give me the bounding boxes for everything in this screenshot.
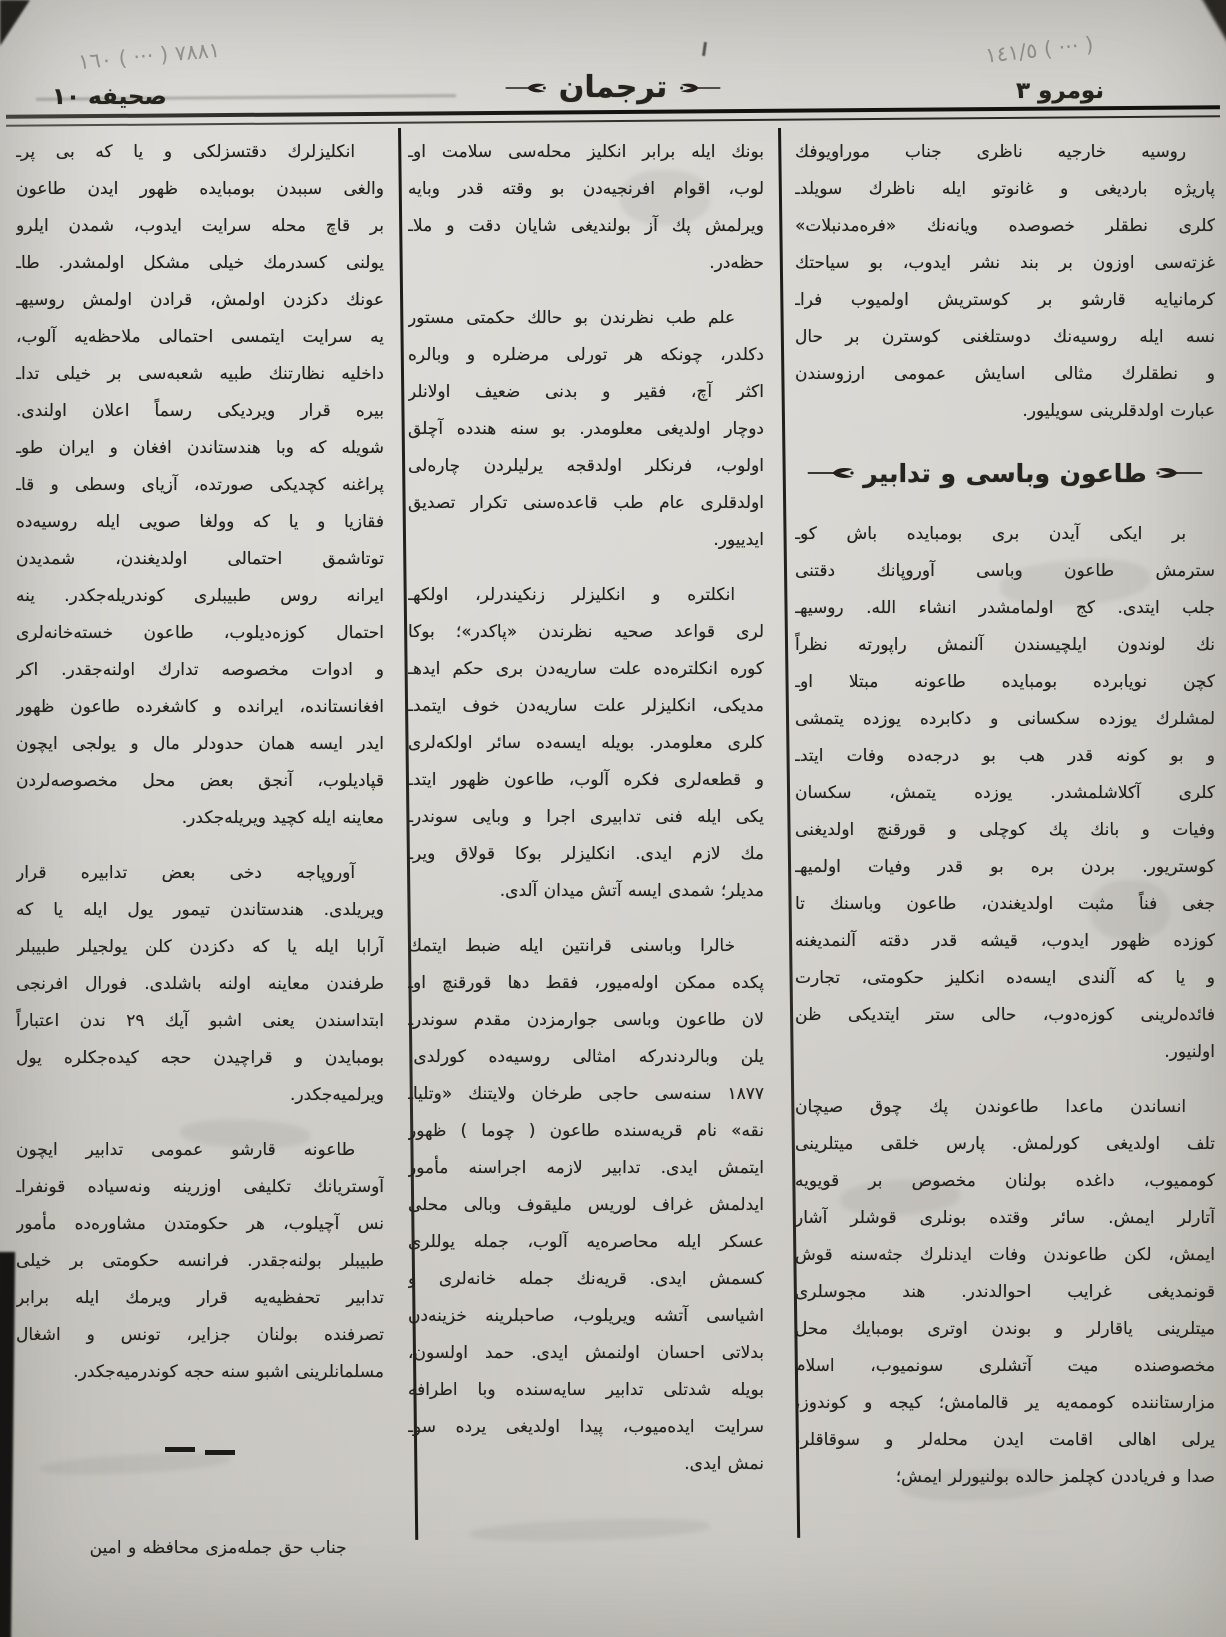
text-line: مخصوصنده ميت آتشلرى سونميوب، اسلام — [795, 1356, 1215, 1376]
text-line: اشياسى آتشه ويريلوب، صاحبلرينه خزينه‌دن — [408, 1306, 764, 1326]
text-line: لمشلرك يوزده سكسانى و دكابرده يوزده يتمشى — [795, 709, 1215, 729]
paragraph — [16, 134, 384, 837]
paragraph — [795, 134, 1215, 430]
text-line: پكده ممكن اوله‌ميور، فقط دها قورقنچ اوـ — [408, 973, 764, 993]
text-line: والغى سببدن بومبايده ظهور ايدن طاعون — [16, 179, 384, 199]
divider-bar — [165, 1447, 195, 1452]
text-line: تلف اولديغى كورلمش. پارس خلقى ميتلرينى — [795, 1134, 1215, 1154]
text-line: اولدقلرى عام طب قاعده‌سنى تكرار تصديق — [408, 493, 764, 513]
text-line: و يا كه آلندى ايسه‌ده انكليز حكومتى، تجارت — [795, 968, 1215, 988]
text-line: غزته‌سى اوزون بر بند نشر ايدوب، بو سياحتك — [795, 253, 1215, 273]
text-line: روسيه خارجيه ناظرى جناب موراويوفك — [795, 142, 1187, 162]
text-line: دكلدر، چونكه هر تورلى مرضلره و وبالره — [408, 345, 764, 365]
text-line: جناب حق جمله‌مزى محافظه و امين — [89, 1538, 347, 1558]
end-divider — [16, 1447, 384, 1452]
paragraph — [408, 134, 764, 282]
text-line: اولوب، فرنكلر اولدقجه يرليلردن چاره‌لى — [408, 456, 764, 476]
text-line: قپاديلوب، آنجق بعض محل مخصوصه‌لردن — [16, 771, 384, 791]
text-line: انكلتره و انكليزلر زنكيندرلر، اولكهـ — [408, 585, 736, 605]
text-line: نمش ايدى. — [684, 1454, 764, 1474]
text-line: پراغنه كچديكى صورتده، آزياى وسطى و قاـ — [16, 475, 384, 495]
scan-edge-left — [0, 1252, 15, 1637]
text-line: كوره انكلتره‌ده علت ساريه‌دن برى حكم ايدهـ — [408, 659, 764, 679]
fleuron-icon — [505, 81, 547, 95]
column-middle — [408, 134, 764, 1614]
text-line: جغى فناً مثبت اولديغندن، طاعون وباسنك تا — [795, 894, 1215, 914]
text-line: يرلى اهالى اقامت ايدن محله‌لر و سوقاقلر، — [795, 1430, 1215, 1450]
text-line: كوزده ظهور ايدوب، قيشه قدر دقته آلنمديغنه — [795, 931, 1215, 951]
text-line: طاعونه قارشو عمومى تدابير ايچون — [16, 1140, 356, 1160]
text-line: يلن وبالردندركه امثالى روسيه‌ده كورلدى. — [408, 1047, 764, 1067]
text-line: آوروپاجه دخى بعض تدابيره قرار — [16, 863, 356, 883]
text-line: مديكى، انكليزلر علت ساريه‌دن خوف ايتمدـ — [408, 696, 764, 716]
text-line: اكثر آچ، فقير و بدنى ضعيف اولانلر — [408, 382, 764, 402]
paragraph — [16, 855, 384, 1114]
text-line: كلرى نطقلر خصوصده ويانه‌نك «فره‌مدنبلات» — [795, 216, 1215, 236]
scan-corner-top-right — [1198, 0, 1226, 50]
text-line: و نطقلرك مثالى اسايش عمومى ارزوسندن — [795, 364, 1215, 384]
section-heading — [795, 448, 1215, 498]
text-line: و ادوات مخصوصه تدارك اولنه‌جقدر. اكر — [16, 660, 384, 680]
text-line: اولنيور. — [1164, 1042, 1215, 1062]
paragraph — [795, 516, 1215, 1071]
text-line: كلرى آكلاشلمشدر. يوزده يتمش، سكسان — [795, 783, 1215, 803]
paragraph — [795, 1089, 1215, 1496]
text-line: ايتمش ايدى. تدابير لازمه اجراسنه مأمور — [408, 1158, 764, 1178]
text-line: داخليه نظارتنك طبيه شعبه‌سى بر خيلى تداـ — [16, 364, 384, 384]
text-line: بويله شدتلى تدابير سايه‌سنده وبا اطرافه — [408, 1380, 764, 1400]
text-line: حظه‌در. — [709, 253, 764, 273]
divider-bar — [205, 1450, 235, 1455]
text-line: طبيبلر بولنه‌جقدر. فرانسه حكومتى بر خيلى — [16, 1251, 384, 1271]
text-line: ايدييور. — [713, 530, 764, 550]
text-line: كوستريور. بردن بره بو قدر وفيات اولميهـ — [795, 857, 1215, 877]
fleuron-icon — [807, 465, 855, 481]
section-heading-text: طاعون وباسى و تدابير — [863, 458, 1147, 488]
scan-corner-top-left — [0, 0, 30, 46]
text-line: ويريلدى. هندستاندن تيمور يول ايله يا كه — [16, 900, 384, 920]
scan-mark — [702, 42, 707, 56]
text-line: و بو كونه قدر هب بو درجه‌ده وفات ايتدـ — [795, 746, 1215, 766]
text-line: ويرلمش پك آز بولنديغى شايان دقت و ملاـ — [408, 216, 764, 236]
text-line: بر ايكى آيدن برى بومبايده باش كوـ — [795, 524, 1187, 544]
paragraph — [16, 1530, 384, 1567]
text-line: عسكر ايله محاصره‌يه آلوب، جمله يوللرى — [408, 1232, 764, 1252]
text-line: ايدر ايسه همان حدودلر مال و يولجى ايچون — [16, 734, 384, 754]
text-line: آرابا ايله يا كه دكزدن كلن يولجيلر طبيبلر — [16, 937, 384, 957]
text-line: سرايت ايده‌ميوب، پيدا اولديغى يرده سوـ — [408, 1417, 764, 1437]
text-line: آتارلر ايمش. سائر وقتده بونلرى قوشلر آشار — [795, 1208, 1215, 1228]
text-line: بومبايدن و قراچيدن حجه كيده‌جكلره يول — [16, 1048, 384, 1068]
text-line: دوچار اولديغى معلومدر. بو سنه هندده آچلق — [408, 419, 764, 439]
text-line: لوب، اقوام افرنجيه‌دن بو وقته قدر وبايه — [408, 179, 764, 199]
text-line: ايدلمش غراف لوريس مليقوف وبالى محلى — [408, 1195, 764, 1215]
text-line: نسه ايله روسيه‌نك دوستلغنى كوسترن بر حال — [795, 327, 1215, 347]
text-line: مديلر؛ شمدى ايسه آتش ميدان آلدى. — [499, 881, 764, 901]
text-line: مك لازم ايدى. انكليزلر بوكا قولاق ويرـ — [408, 844, 764, 864]
column-left — [16, 134, 384, 1624]
text-line: لرى قواعد صحيه نظرندن «پاكدر»؛ بوكا — [408, 622, 764, 642]
paragraph — [408, 577, 764, 910]
text-line: ابتداسندن يعنى اشبو آيك ٢٩ ندن اعتباراً — [16, 1011, 384, 1031]
text-line: نس آچيلوب، هر حكومتدن مشاوره‌ده مأمور — [16, 1214, 384, 1234]
column-right — [795, 134, 1215, 1614]
text-line: احتمال كوزه‌ديلوب، طاعون خسته‌خانه‌لرى — [16, 623, 384, 643]
text-line: ويرلميه‌جكدر. — [289, 1085, 384, 1105]
text-line: افغانستانده، ايرانده و كاشغرده طاعون ظهور — [16, 697, 384, 717]
text-line: مسلمانلرينى اشبو سنه حجه كوندرميه‌جكدر. — [73, 1362, 384, 1382]
text-line: بيره قرار ويرديكى رسماً اعلان اولندى. — [16, 401, 384, 421]
text-line: مزارستاننده كوممه‌يه ير قالمامش؛ كيجه و كوندوز، — [795, 1393, 1215, 1413]
text-line: ١٨٧٧ سنه‌سى حاجى طرخان ولايتنك «وتلياـ — [408, 1084, 764, 1104]
text-line: يكى ايله فنى تدابيرى اجرا و وبايى سوندرـ — [408, 807, 764, 827]
text-line: لان طاعون وباسى جوارمزدن مقدم سوندرـ — [408, 1010, 764, 1030]
text-line: قونمديغى غرايب احوالدندر. هند مجوسلرى — [795, 1282, 1215, 1302]
handwritten-annotation-left: ٧٨٨١ ( ··· ) ١٦٠ — [77, 37, 221, 75]
text-line: صدا و فرياددن كچلمز حالده بولنيورلر ايمش؛ — [895, 1467, 1215, 1487]
text-line: طرفندن معاينه اولنه باشلدى. فورال افرنجى — [16, 974, 384, 994]
text-line: پاريژه بارديغى و غانوتو ايله ناظرك سويلدـ — [795, 179, 1215, 199]
paragraph — [16, 1132, 384, 1391]
text-line: كومميوب، داغده بولنان مخصوص بر قويويه — [795, 1171, 1215, 1191]
text-line: آوستريانك تكليفى اوزرينه ونه‌سياده قونفراـ — [16, 1177, 384, 1197]
text-line: انكليزلرك دقتسزلكى و يا كه بى پرـ — [16, 142, 356, 162]
paragraph — [408, 300, 764, 559]
text-line: يه سرايت ايتمسى احتمالى ملاحظه‌يه آلوب، — [16, 327, 384, 347]
fleuron-icon — [1155, 465, 1203, 481]
text-line: نقه» نام قريه‌سنده طاعون ( چوما ) ظهور — [408, 1121, 764, 1141]
text-line: عبارت اولدقلرينى سويليور. — [1022, 401, 1215, 421]
text-line: نك لوندون ايلچيسندن آلنمش راپورته نظراً — [795, 635, 1215, 655]
text-line: كچن نويابرده بومبايده طاعونه مبتلا اوـ — [795, 672, 1215, 692]
text-line: بر قاچ محله سرايت ايدوب، شمدن ايلرو — [16, 216, 384, 236]
text-line: ايرانه روس طبيبلرى كوندريله‌جكدر. ينه — [16, 586, 384, 606]
text-line: و قطعه‌لرى فكره آلوب، طاعون ظهور ايتدـ — [408, 770, 764, 790]
handwritten-annotation-right: ١٤١/٥ ( ··· ) — [984, 32, 1095, 68]
text-line: معاينه ايله كچيد ويريله‌جكدر. — [181, 808, 384, 828]
page-number-label: صحيفه ١٠ — [52, 84, 167, 110]
text-line: علم طب نظرندن بو حالك حكمتى مستور — [408, 308, 736, 328]
text-line: يولنى كسدرمك خيلى مشكل اولمشدر. طاـ — [16, 253, 384, 273]
text-line: انساندن ماعدا طاعوندن پك چوق صيچان — [795, 1097, 1187, 1117]
text-line: خالرا وباسنى قرانتين ايله ضبط ايتمك — [408, 936, 736, 956]
text-line: جلب ايتدى. كج اولمامشدر انشاء الله. روسيهـ — [795, 598, 1215, 618]
text-line: ايمش، لكن طاعوندن وفات ايدنلرك جثه‌سنه قوش — [795, 1245, 1215, 1265]
text-line: كلرى معلومدر. بويله ايسه‌ده سائر اولكه‌لرى — [408, 733, 764, 753]
text-line: توتاشمق احتمالى اولديغندن، شمديدن — [16, 549, 384, 569]
text-line: وفيات و بانك پك كوچلى و قورقنچ اولديغنى — [795, 820, 1215, 840]
issue-number-label: نومرو ٣ — [1016, 78, 1104, 104]
text-line: فقازيا و يا كه وولغا صويى ايله روسيه‌ده — [16, 512, 384, 532]
text-line: عونك دكزدن اولمش، قرادن اولمش روسيهـ — [16, 290, 384, 310]
text-line: كرمانيايه قارشو بر كوستريش اولميوب فراـ — [795, 290, 1215, 310]
text-line: سترمش طاعون وباسى آوروپانك دقتنى — [795, 561, 1215, 581]
text-line: بدلاتى احسان اولنمش ايدى. حمد اولسون، — [408, 1343, 764, 1363]
text-line: ميتلرينى ياقارلر و بوندن اوترى بومبايك محل — [795, 1319, 1215, 1339]
text-line: كسمش ايدى. قريه‌نك جمله خانه‌لرى و — [408, 1269, 764, 1289]
text-line: شويله كه وبا هندستاندن افغان و ايران طوـ — [16, 438, 384, 458]
text-line: تصرفنده بولنان جزاير، تونس و اشغال — [16, 1325, 384, 1345]
text-line: بونك ايله برابر انكليز محله‌سى سلامت اوـ — [408, 142, 764, 162]
header-rule — [6, 105, 1220, 127]
text-line: تدابير تحفظيه‌يه قرار ويرمك ايله برابر — [16, 1288, 384, 1308]
fleuron-icon — [679, 81, 721, 95]
text-line: فائده‌لرينى كوزه‌دوب، حالى ستر ايتديكى ظن — [795, 1005, 1215, 1025]
masthead-title: ترجمان — [558, 70, 668, 105]
paragraph — [408, 928, 764, 1483]
